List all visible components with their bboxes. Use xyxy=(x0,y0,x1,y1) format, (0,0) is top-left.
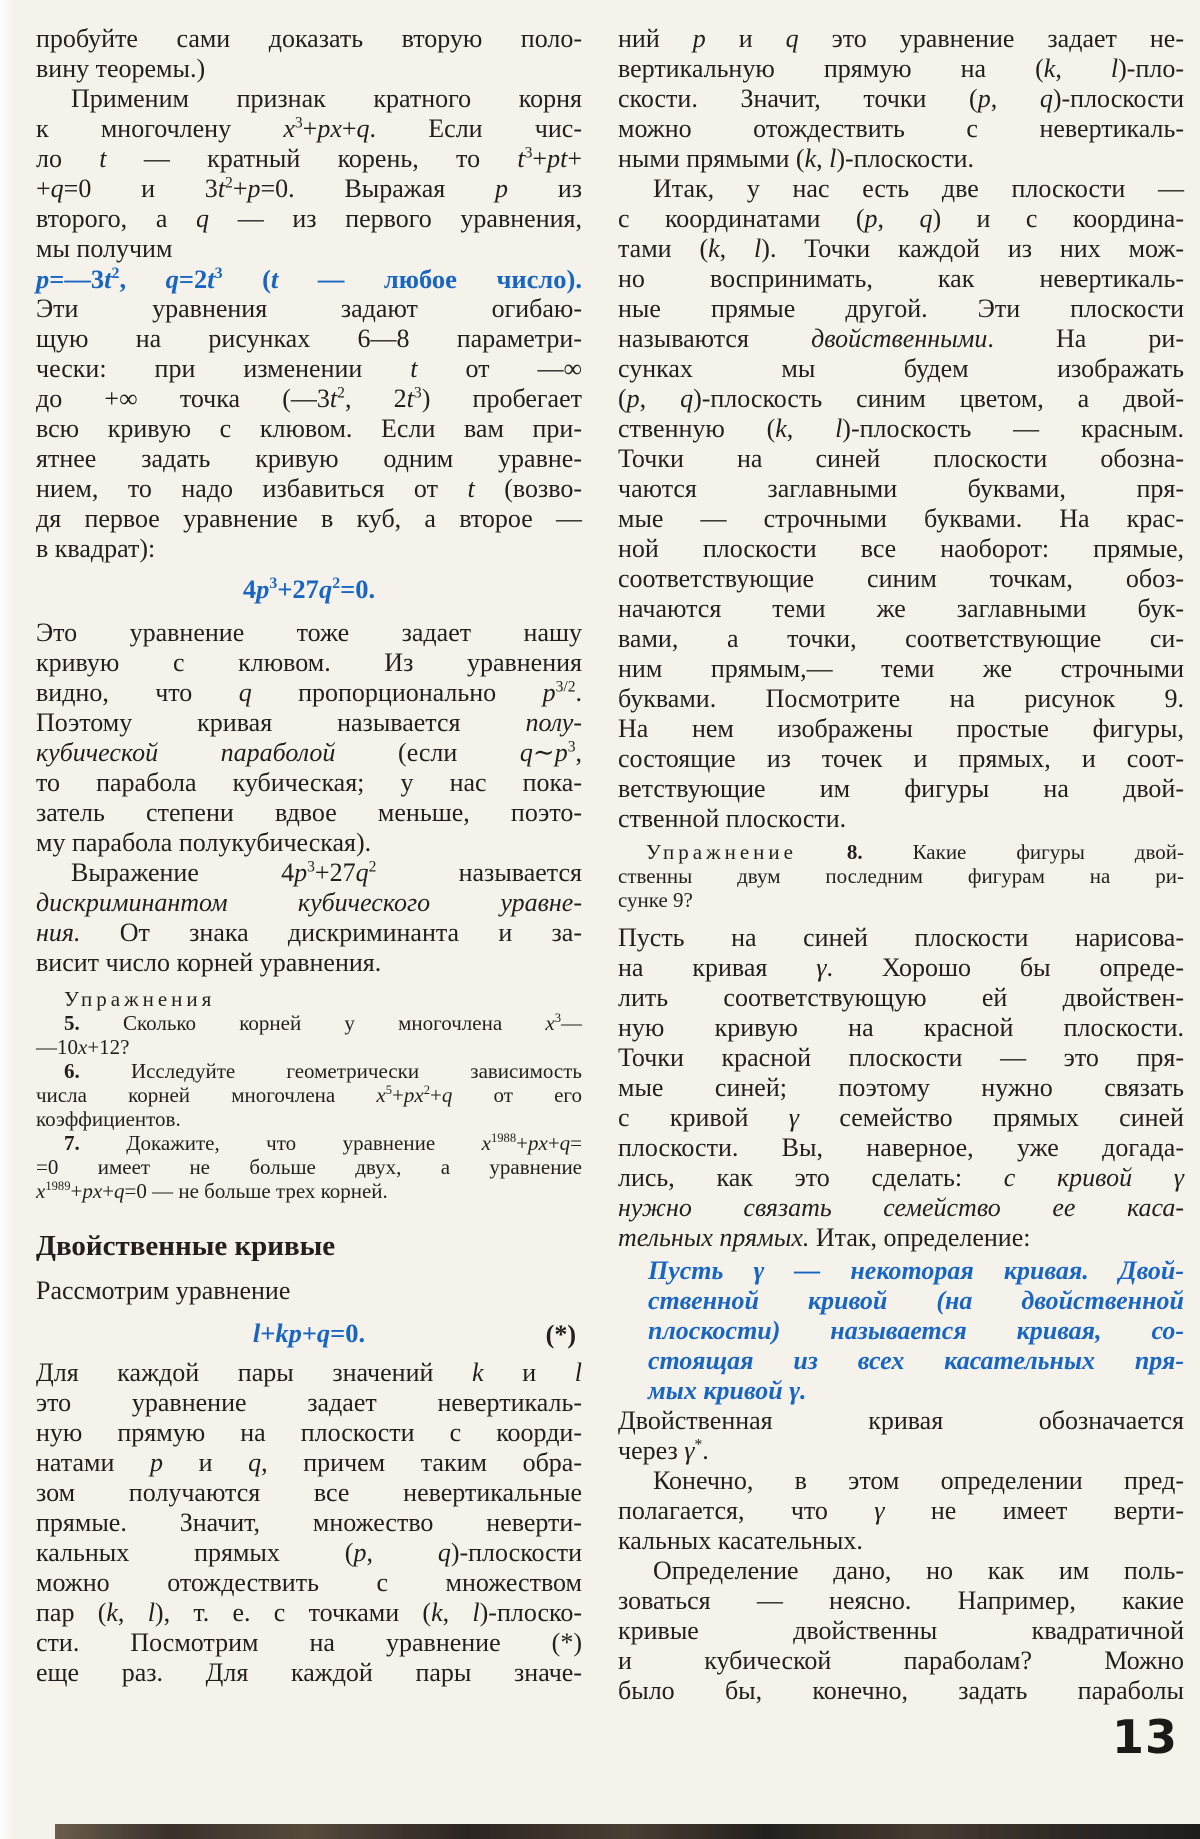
exercise-item xyxy=(618,840,1184,912)
text-line: Выражение $4p^3+27q^2$ называется xyxy=(71,858,582,887)
text-line: ную кривую на красной плоскости. xyxy=(618,1013,1184,1042)
section-heading xyxy=(36,1229,582,1263)
text-line: зом получаются все невертикальные xyxy=(36,1478,582,1507)
text-line: Конечно, в этом определении пред- xyxy=(653,1466,1184,1495)
text-line: чаются заглавными буквами, пря- xyxy=(618,474,1184,503)
paragraph xyxy=(36,24,582,84)
text-line: но воспринимать, как невертикаль- xyxy=(618,264,1184,293)
text-line: Пусть γ — некоторая кривая. Двой- xyxy=(648,1256,1184,1285)
text-line: мых кривой γ. xyxy=(648,1376,807,1405)
paragraph xyxy=(618,24,1184,174)
text-line: кальных касательных. xyxy=(618,1526,863,1555)
text-line: +q=0 и $3t^2+p=0$. Выражая p из xyxy=(36,174,583,203)
text-line: На нем изображены простые фигуры, xyxy=(618,714,1184,743)
text-line: ные прямые другой. Эти плоскости xyxy=(618,294,1184,323)
text-line: до +∞ точка ($—3t^2$, $2t^3$) пробегает xyxy=(36,384,582,413)
text-line: 5. Сколько корней у многочлена $x^3—$ xyxy=(64,1011,582,1035)
text-line: скости. Значит, точки (p, q)-плоскости xyxy=(618,84,1185,113)
text-line: ло t — кратный корень, то $t^3+pt+$ xyxy=(36,144,582,173)
text-line: числа корней многочлена $x^5+px^2+q$ от его xyxy=(36,1083,582,1107)
text-line: 6. Исследуйте геометрически зависимость xyxy=(64,1059,582,1083)
paragraph xyxy=(36,1276,582,1306)
paragraph xyxy=(618,1466,1184,1556)
text-line: щую на рисунках 6—8 параметри- xyxy=(36,324,582,353)
text-line: можно отождествить с невертикаль- xyxy=(618,114,1184,143)
text-line: видно, что q пропорционально $p^{3/2}$. xyxy=(36,678,582,707)
paragraph xyxy=(618,1556,1184,1706)
text-line: Применим признак кратного корня xyxy=(71,84,582,113)
text-line: кубической параболой (если $q\sim p^3$, xyxy=(36,738,582,767)
text-line: еще раз. Для каждой пары значе- xyxy=(36,1658,582,1687)
paragraph xyxy=(36,294,582,564)
text-line: Поэтому кривая называется полу- xyxy=(36,708,582,737)
text-line: Итак, у нас есть две плоскости — xyxy=(653,174,1184,203)
text-line: $p=—3t^2$, $q=2t^3$ (t — любое число). xyxy=(36,264,583,294)
text-line: Эти уравнения задают огибаю- xyxy=(36,294,582,323)
text-line: ственной кривой (на двойственной xyxy=(648,1286,1184,1315)
text-line: Точки на синей плоскости обозна- xyxy=(618,444,1184,473)
paragraph xyxy=(36,84,582,264)
right-column xyxy=(618,24,1184,1706)
text-line: сти. Посмотрим на уравнение (*) xyxy=(36,1628,582,1657)
text-line: ную прямую на плоскости с коорди- xyxy=(36,1418,582,1447)
text-line: Точки красной плоскости — это пря- xyxy=(618,1043,1184,1072)
text-line: мые синей; поэтому нужно связать xyxy=(618,1073,1184,1102)
text-line: нужно связать семейство ее каса- xyxy=(618,1193,1184,1222)
text-line: чески: при изменении t от —∞ xyxy=(36,354,582,383)
text-line: сунках мы будем изображать xyxy=(618,354,1184,383)
text-line: ной плоскости все наоборот: прямые, xyxy=(618,534,1184,563)
equation-label: (*) xyxy=(545,1320,576,1349)
text-line: на кривая γ. Хорошо бы опреде- xyxy=(618,953,1184,982)
text-line: (p, q)-плоскость синим цветом, а двой- xyxy=(618,384,1185,413)
text-line: вертикальную прямую на (k, l)-пло- xyxy=(618,54,1185,83)
text-line: ятнее задать кривую одним уравне- xyxy=(36,444,582,473)
text-line: буквами. Посмотрите на рисунок 9. xyxy=(618,684,1184,713)
text-line: и кубической параболам? Можно xyxy=(618,1646,1184,1675)
text-line: к многочлену $x^3+px+q$. Если чис- xyxy=(36,114,582,143)
page-number: 13 xyxy=(1112,1710,1179,1764)
text-line: называются двойственными. На ри- xyxy=(618,324,1184,353)
text-line: $x^{1989}+px+q=0$ — не больше трех корней. xyxy=(36,1179,388,1203)
text-line: прямые. Значит, множество неверти- xyxy=(36,1508,582,1537)
math-formula xyxy=(36,1318,582,1348)
text-line: Упражнения xyxy=(64,987,216,1011)
paragraph xyxy=(618,174,1184,834)
text-line: —10x+12? xyxy=(36,1035,130,1059)
text-line: зоваться — неясно. Например, какие xyxy=(618,1586,1184,1615)
text-line: второго, а q — из первого уравнения, xyxy=(36,204,582,233)
text-line: ния. От знака дискриминанта и за- xyxy=(36,918,582,947)
math-formula xyxy=(36,264,582,294)
text-line: ными прямыми (k, l)-плоскости. xyxy=(618,144,975,173)
paragraph xyxy=(618,1406,1184,1466)
text-line: затель степени вдвое меньше, поэто- xyxy=(36,798,582,827)
text-line: можно отождествить с множеством xyxy=(36,1568,582,1597)
text-line: =0 имеет не больше двух, а уравнение xyxy=(36,1155,582,1179)
text-line: l+kp+q=0. xyxy=(252,1318,366,1348)
text-line: то парабола кубическая; у нас пока- xyxy=(36,768,582,797)
text-line: ственной плоскости. xyxy=(618,804,847,833)
next-page-edge xyxy=(55,1824,1200,1839)
text-line: ний p и q это уравнение задает не- xyxy=(618,24,1184,53)
text-line: через γ*. xyxy=(618,1436,709,1465)
exercise-item xyxy=(36,1011,582,1059)
text-line: Это уравнение тоже задает нашу xyxy=(36,618,582,647)
text-line: дискриминантом кубического уравне- xyxy=(36,888,582,917)
text-line: лить соответствующую ей двойствен- xyxy=(618,983,1184,1012)
text-line: вами, а точки, соответствующие си- xyxy=(618,624,1184,653)
definition-paragraph xyxy=(648,1256,1184,1406)
text-line: стоящая из всех касательных пря- xyxy=(648,1346,1184,1375)
text-line: $4p^3+27q^2=0$. xyxy=(242,574,376,604)
text-line: с кривой γ семейство прямых синей xyxy=(618,1103,1184,1132)
text-line: Определение дано, но как им поль- xyxy=(653,1556,1184,1585)
text-line: было бы, конечно, задать параболы xyxy=(618,1676,1184,1705)
text-line: это уравнение задает невертикаль- xyxy=(36,1388,582,1417)
text-line: начаются теми же заглавными бук- xyxy=(618,594,1184,623)
text-line: кривую с клювом. Из уравнения xyxy=(36,648,582,677)
text-line: всю кривую с клювом. Если вам при- xyxy=(36,414,582,443)
text-line: кальных прямых (p, q)-плоскости xyxy=(36,1538,582,1567)
text-line: Пусть на синей плоскости нарисова- xyxy=(618,923,1184,952)
text-line: нием, то надо избавиться от t (возво- xyxy=(36,474,582,503)
paragraph xyxy=(36,618,582,858)
exercise-item xyxy=(36,1131,582,1203)
text-line: коэффициентов. xyxy=(36,1107,181,1131)
text-line: дя первое уравнение в куб, а второе — xyxy=(36,504,582,533)
text-line: ственную (k, l)-плоскость — красным. xyxy=(618,414,1184,443)
text-line: мые — строчными буквами. На крас- xyxy=(618,504,1184,533)
text-line: плоскости) называется кривая, со- xyxy=(648,1316,1184,1345)
text-line: с координатами (p, q) и с координа- xyxy=(618,204,1185,233)
paragraph xyxy=(618,923,1184,1253)
exercises-header xyxy=(36,987,582,1011)
text-line: тельных прямых. Итак, определение: xyxy=(618,1223,1031,1252)
text-line: кривые двойственны квадратичной xyxy=(618,1616,1184,1645)
text-line: Двойственная кривая обозначается xyxy=(618,1406,1184,1435)
text-line: в квадрат): xyxy=(36,534,156,563)
text-line: тами (k, l). Точки каждой из них мож- xyxy=(618,234,1185,263)
text-line: Упражнение 8. Какие фигуры двой- xyxy=(646,840,1184,864)
text-line: висит число корней уравнения. xyxy=(36,948,382,977)
text-line: ветствующие им фигуры на двой- xyxy=(618,774,1184,803)
text-line: полагается, что γ не имеет верти- xyxy=(618,1496,1184,1525)
exercise-item xyxy=(36,1059,582,1131)
text-line: ним прямым,— теми же строчными xyxy=(618,654,1184,683)
text-line: 7. Докажите, что уравнение $x^{1988}+px+q=$ xyxy=(64,1131,582,1155)
text-line: Двойственные кривые xyxy=(36,1230,336,1262)
paragraph xyxy=(36,858,582,978)
text-line: ственны двум последним фигурам на ри- xyxy=(618,864,1184,888)
text-line: состоящие из точек и прямых, и соот- xyxy=(618,744,1184,773)
paragraph xyxy=(36,1358,582,1688)
text-line: натами p и q, причем таким обра- xyxy=(36,1448,582,1477)
text-line: пар (k, l), т. е. с точками (k, l)-плоско- xyxy=(36,1598,583,1627)
text-line: сунке 9? xyxy=(618,888,693,912)
text-line: плоскости. Вы, наверное, уже догада- xyxy=(618,1133,1184,1162)
text-line: му парабола полукубическая). xyxy=(36,828,372,857)
text-line: соответствующие синим точкам, обоз- xyxy=(618,564,1184,593)
text-line: мы получим xyxy=(36,234,173,263)
text-line: пробуйте сами доказать вторую поло- xyxy=(36,24,582,53)
text-line: Для каждой пары значений k и l xyxy=(36,1358,582,1387)
text-line: Рассмотрим уравнение xyxy=(36,1276,291,1305)
text-line: вину теоремы.) xyxy=(36,54,206,83)
math-formula xyxy=(36,574,582,604)
text-line: лись, как это сделать: с кривой γ xyxy=(618,1163,1185,1192)
left-column xyxy=(36,24,582,1688)
